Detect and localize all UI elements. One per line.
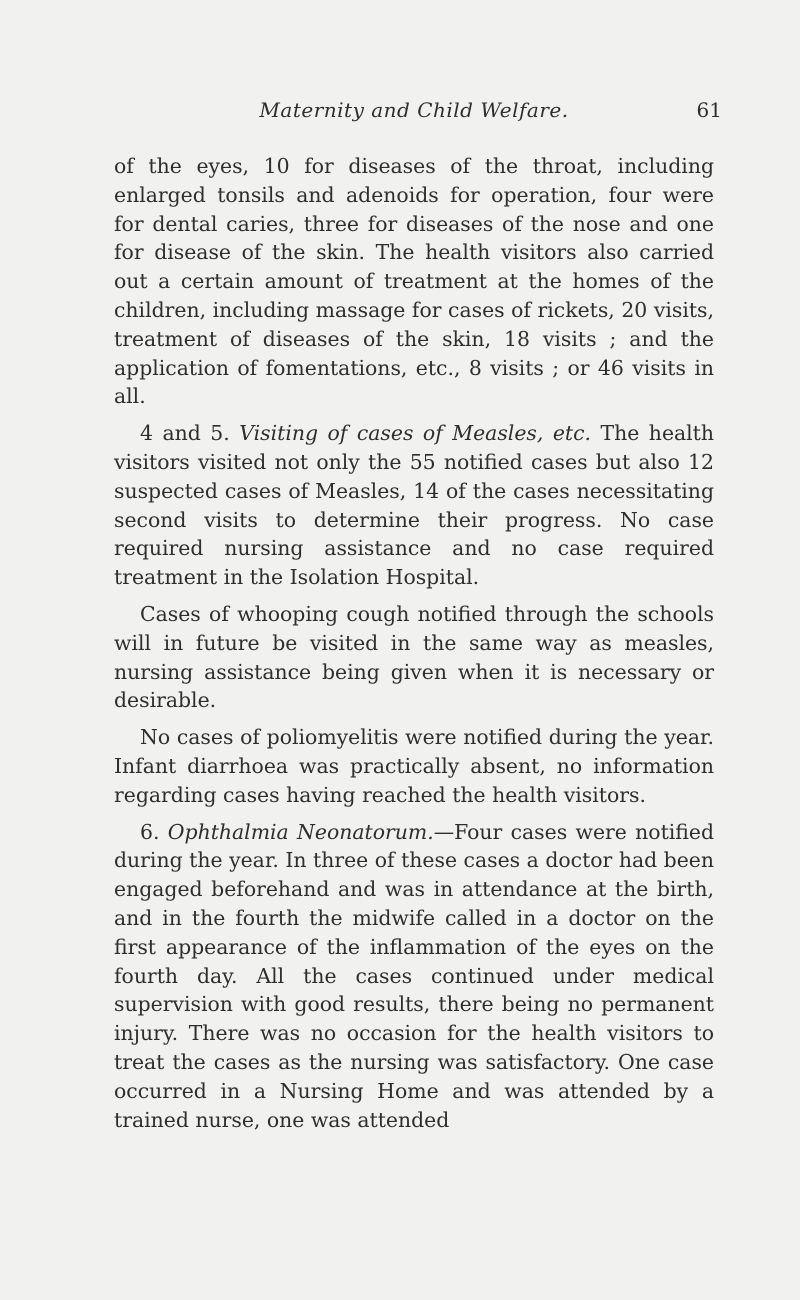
paragraph-text: Cases of whooping cough notified through the schools will in future be visited in the same way as measles, nursing assistance being given when it is necessary or desirable. xyxy=(114,601,714,713)
body-text xyxy=(114,152,714,1134)
running-title: Maternity and Child Welfare. xyxy=(259,98,569,122)
document-page xyxy=(114,98,722,1142)
page-number: 61 xyxy=(696,98,722,122)
paragraph-text: The health visitors visited not only the 55 notified cases but also 12 suspected cases of Measles, 14 of the cases necessitating second visits to determine their progress. No case required nursing assistance and no case required treatment in the Isolation Hospital. xyxy=(114,421,715,590)
paragraph-1 xyxy=(114,152,714,411)
paragraph-text: No cases of poliomyelitis were notified during the year. Infant diarrhoea was practically absent, no information regarding cases having reached the health visitors. xyxy=(114,725,714,807)
section-heading: Ophthalmia Neonatorum. xyxy=(167,819,434,844)
section-heading: Visiting of cases of Measles, etc. xyxy=(239,421,592,446)
section-number: 4 and 5. xyxy=(140,421,240,446)
paragraph-ophthalmia xyxy=(114,818,714,1135)
page-header xyxy=(114,98,722,138)
paragraph-text: —Four cases were notified during the year. In three of these cases a doctor had been engaged beforehand and was in attendance at the birth, and in the fourth the midwife called in a doctor on the first appearance of the inflammation of the eyes on the fourth day. All the cases continued under medical supervision with good results, there being no permanent injury. There was no occasion for the health visitors to treat the cases as the nursing was satisfactory. One case occurred in a Nursing Home and was attended by a trained nurse, one was attended xyxy=(114,819,715,1132)
paragraph-poliomyelitis xyxy=(114,723,714,809)
paragraph-whooping-cough xyxy=(114,600,714,715)
paragraph-measles xyxy=(114,419,714,592)
paragraph-text: of the eyes, 10 for diseases of the throat, including enlarged tonsils and adenoids for operation, four were for dental caries, three for diseases of the nose and one for disease of the skin. The health visitors also carried out a certain amount of treatment at the homes of the children, including massage for cases of rickets, 20 visits, treatment of diseases of the skin, 18 visits ; and the application of fomentations, etc., 8 visits ; or 46 visits in all. xyxy=(114,154,714,409)
section-number: 6. xyxy=(140,819,168,844)
